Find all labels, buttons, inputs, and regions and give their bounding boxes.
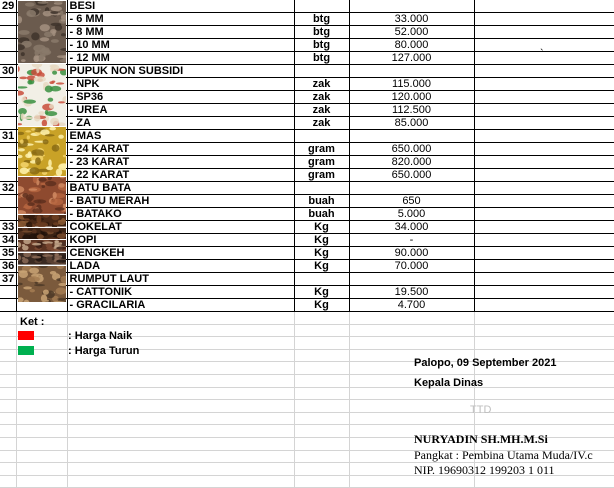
empty-cell[interactable] [0,312,16,325]
row-number[interactable] [0,169,16,182]
item-name[interactable]: - 23 KARAT [67,156,294,169]
item-name[interactable]: - NPK [67,78,294,91]
item-unit[interactable]: Kg [294,247,349,260]
table-row [0,104,614,117]
row-number[interactable]: 34 [2,234,15,247]
table-row [0,234,614,247]
empty-cell[interactable] [0,387,16,400]
item-price[interactable]: 650 [349,195,474,208]
signature-placeholder: TTD [470,404,492,416]
item-unit[interactable]: Kg [294,260,349,273]
price-up-swatch [18,331,34,340]
empty-cell[interactable] [294,387,349,400]
empty-cell[interactable] [474,52,614,65]
item-price[interactable]: 820.000 [349,156,474,169]
empty-cell[interactable] [16,463,67,476]
item-unit[interactable] [294,182,349,195]
empty-cell[interactable] [294,337,349,350]
empty-cell[interactable] [349,337,474,350]
item-name[interactable]: - BATAKO [67,208,294,221]
table-row [0,143,614,156]
item-unit[interactable]: btg [294,39,349,52]
item-name[interactable]: CENGKEH [67,247,294,260]
empty-cell[interactable] [474,182,614,195]
empty-row [0,387,614,400]
row-number[interactable]: 31 [2,130,15,143]
item-name[interactable]: BATU BATA [67,182,294,195]
row-number[interactable]: 29 [2,0,15,13]
bricks-image [18,177,66,214]
empty-cell[interactable] [67,312,294,325]
empty-cell[interactable] [474,234,614,247]
seaweed-image [18,266,66,303]
table-row [0,13,614,26]
empty-cell[interactable] [349,400,474,413]
item-unit[interactable]: btg [294,26,349,39]
empty-cell[interactable] [474,260,614,273]
table-row [0,221,614,234]
table-row [0,39,614,52]
empty-cell[interactable] [474,91,614,104]
row-number[interactable]: 37 [2,273,15,286]
item-price[interactable]: 5.000 [349,208,474,221]
empty-cell[interactable] [16,475,67,488]
empty-cell[interactable] [0,362,16,375]
empty-cell[interactable] [16,412,67,425]
table-row [0,260,614,273]
table-row [0,26,614,39]
item-name[interactable]: COKELAT [67,221,294,234]
empty-cell[interactable] [474,169,614,182]
item-name[interactable]: RUMPUT LAUT [67,273,294,286]
empty-cell[interactable] [67,362,294,375]
empty-cell[interactable] [294,463,349,476]
item-name[interactable]: - CATTONIK [67,286,294,299]
empty-cell[interactable] [67,450,294,463]
empty-cell[interactable] [294,475,349,488]
item-unit[interactable] [294,0,349,13]
table-row [0,91,614,104]
empty-cell[interactable] [67,438,294,451]
item-unit[interactable]: gram [294,169,349,182]
empty-cell[interactable] [294,312,349,325]
stray-mark: ` [540,48,544,60]
empty-cell[interactable] [67,400,294,413]
empty-cell[interactable] [294,324,349,337]
item-price[interactable] [349,182,474,195]
empty-cell[interactable] [0,450,16,463]
table-row [0,0,614,13]
empty-cell[interactable] [474,156,614,169]
empty-cell[interactable] [0,463,16,476]
row-number[interactable] [0,156,16,169]
empty-cell[interactable] [474,247,614,260]
legend-title: Ket : [20,316,45,328]
empty-row [0,312,614,325]
item-name[interactable]: LADA [67,260,294,273]
empty-cell[interactable] [474,65,614,78]
item-name[interactable]: EMAS [67,130,294,143]
row-number[interactable] [0,117,16,130]
row-number[interactable] [0,52,16,65]
empty-cell[interactable] [474,78,614,91]
empty-cell[interactable] [294,425,349,438]
empty-cell[interactable] [16,387,67,400]
empty-cell[interactable] [67,375,294,388]
price-up-label: : Harga Naik [68,330,133,342]
table-row [0,208,614,221]
item-unit[interactable]: zak [294,104,349,117]
signatory-title: Kepala Dinas [414,377,484,389]
table-row [0,78,614,91]
empty-cell[interactable] [16,400,67,413]
row-number[interactable] [0,143,16,156]
empty-cell[interactable] [0,324,16,337]
empty-cell[interactable] [474,13,614,26]
empty-cell[interactable] [349,387,474,400]
empty-cell[interactable] [67,475,294,488]
empty-row [0,400,614,413]
empty-cell[interactable] [16,450,67,463]
table-row [0,247,614,260]
row-number[interactable]: 30 [2,65,15,78]
item-price[interactable]: 115.000 [349,78,474,91]
item-unit[interactable]: Kg [294,286,349,299]
item-unit[interactable]: gram [294,156,349,169]
row-number[interactable]: 35 [2,247,15,260]
row-number[interactable] [0,104,16,117]
item-name[interactable]: - BATU MERAH [67,195,294,208]
fertilizer-bags-image [18,64,66,126]
table-row [0,130,614,143]
empty-cell[interactable] [474,0,614,13]
empty-cell[interactable] [0,438,16,451]
empty-cell[interactable] [474,286,614,299]
signatory-name: NURYADIN SH.MH.M.Si [414,432,548,446]
table-row [0,52,614,65]
row-number[interactable] [0,39,16,52]
item-price[interactable]: 650.000 [349,169,474,182]
empty-cell[interactable] [474,195,614,208]
item-name[interactable]: PUPUK NON SUBSIDI [67,65,294,78]
cloves-image [18,240,66,252]
item-name[interactable]: BESI [67,0,294,13]
item-name[interactable]: - 24 KARAT [67,143,294,156]
empty-cell[interactable] [0,337,16,350]
item-unit[interactable] [294,130,349,143]
empty-cell[interactable] [294,362,349,375]
item-price[interactable]: 85.000 [349,117,474,130]
empty-cell[interactable] [67,387,294,400]
row-number[interactable] [0,299,16,312]
place-date: Palopo, 09 September 2021 [414,357,557,369]
empty-cell[interactable] [16,375,67,388]
empty-cell[interactable] [474,208,614,221]
empty-cell[interactable] [474,375,614,388]
row-number[interactable] [0,91,16,104]
empty-cell[interactable] [474,143,614,156]
chocolate-image [18,215,66,227]
empty-cell[interactable] [474,104,614,117]
item-unit[interactable] [294,65,349,78]
empty-cell[interactable] [474,337,614,350]
item-price[interactable]: 34.000 [349,221,474,234]
table-row [0,169,614,182]
item-unit[interactable]: buah [294,195,349,208]
empty-cell[interactable] [67,463,294,476]
empty-cell[interactable] [0,375,16,388]
row-number[interactable] [0,13,16,26]
item-price[interactable]: 650.000 [349,143,474,156]
item-price[interactable]: 112.500 [349,104,474,117]
empty-cell[interactable] [0,400,16,413]
empty-cell[interactable] [474,26,614,39]
empty-cell[interactable] [474,39,614,52]
empty-cell[interactable] [474,130,614,143]
item-unit[interactable]: btg [294,52,349,65]
empty-cell[interactable] [294,438,349,451]
empty-row [0,412,614,425]
empty-cell[interactable] [16,425,67,438]
empty-cell[interactable] [67,425,294,438]
item-price[interactable]: 120.000 [349,91,474,104]
item-unit[interactable]: gram [294,143,349,156]
item-unit[interactable]: zak [294,117,349,130]
empty-cell[interactable] [349,312,474,325]
empty-cell[interactable] [474,324,614,337]
empty-cell[interactable] [474,117,614,130]
empty-cell[interactable] [0,475,16,488]
row-number[interactable]: 33 [2,221,15,234]
empty-cell[interactable] [474,299,614,312]
empty-cell[interactable] [474,221,614,234]
row-number[interactable] [0,78,16,91]
empty-cell[interactable] [294,412,349,425]
table-row [0,273,614,286]
item-name[interactable]: - 8 MM [67,26,294,39]
coffee-beans-image [18,228,66,240]
item-unit[interactable]: Kg [294,299,349,312]
item-unit[interactable]: Kg [294,234,349,247]
empty-cell[interactable] [474,412,614,425]
signatory-rank: Pangkat : Pembina Utama Muda/IV.c [414,448,593,462]
empty-cell[interactable] [294,375,349,388]
item-name[interactable]: - GRACILARIA [67,299,294,312]
item-unit[interactable] [294,273,349,286]
empty-row [0,375,614,388]
item-name[interactable]: - 6 MM [67,13,294,26]
empty-cell[interactable] [294,349,349,362]
table-row [0,182,614,195]
empty-cell[interactable] [67,412,294,425]
item-price[interactable] [349,65,474,78]
pepper-image [18,253,66,265]
empty-cell[interactable] [349,324,474,337]
item-name[interactable]: - ZA [67,117,294,130]
item-name[interactable]: - 22 KARAT [67,169,294,182]
empty-cell[interactable] [0,349,16,362]
empty-cell[interactable] [0,425,16,438]
item-name[interactable]: - UREA [67,104,294,117]
item-unit[interactable]: zak [294,91,349,104]
item-price[interactable]: 80.000 [349,39,474,52]
item-unit[interactable]: zak [294,78,349,91]
table-row [0,117,614,130]
iron-bars-image [18,1,66,63]
empty-cell[interactable] [16,362,67,375]
item-price[interactable]: 52.000 [349,26,474,39]
table-row [0,195,614,208]
item-unit[interactable]: buah [294,208,349,221]
item-price[interactable]: 4.700 [349,299,474,312]
empty-cell[interactable] [474,400,614,413]
signatory-nip: NIP. 19690312 199203 1 011 [414,463,555,477]
empty-cell[interactable] [294,450,349,463]
item-name[interactable]: - SP36 [67,91,294,104]
price-down-label: : Harga Turun [68,345,140,357]
empty-cell[interactable] [474,387,614,400]
row-number[interactable] [0,26,16,39]
table-row [0,156,614,169]
item-price[interactable]: 127.000 [349,52,474,65]
item-price[interactable]: 19.500 [349,286,474,299]
table-row [0,299,614,312]
empty-cell[interactable] [349,412,474,425]
row-number[interactable]: 32 [2,182,15,195]
item-price[interactable] [349,130,474,143]
item-price[interactable] [349,0,474,13]
item-unit[interactable]: Kg [294,221,349,234]
item-name[interactable]: KOPI [67,234,294,247]
item-unit[interactable]: btg [294,13,349,26]
price-down-swatch [18,346,34,355]
row-number[interactable] [0,286,16,299]
item-name[interactable]: - 10 MM [67,39,294,52]
row-number[interactable] [0,195,16,208]
empty-cell[interactable] [474,312,614,325]
gold-jewelry-image [18,127,66,176]
item-price[interactable]: - [349,234,474,247]
empty-cell[interactable] [474,273,614,286]
item-price[interactable]: 90.000 [349,247,474,260]
item-price[interactable]: 33.000 [349,13,474,26]
table-row [0,65,614,78]
empty-cell[interactable] [16,438,67,451]
row-number[interactable]: 36 [2,260,15,273]
item-price[interactable] [349,273,474,286]
empty-cell[interactable] [294,400,349,413]
item-price[interactable]: 70.000 [349,260,474,273]
table-row [0,286,614,299]
item-name[interactable]: - 12 MM [67,52,294,65]
empty-cell[interactable] [0,412,16,425]
row-number[interactable] [0,208,16,221]
